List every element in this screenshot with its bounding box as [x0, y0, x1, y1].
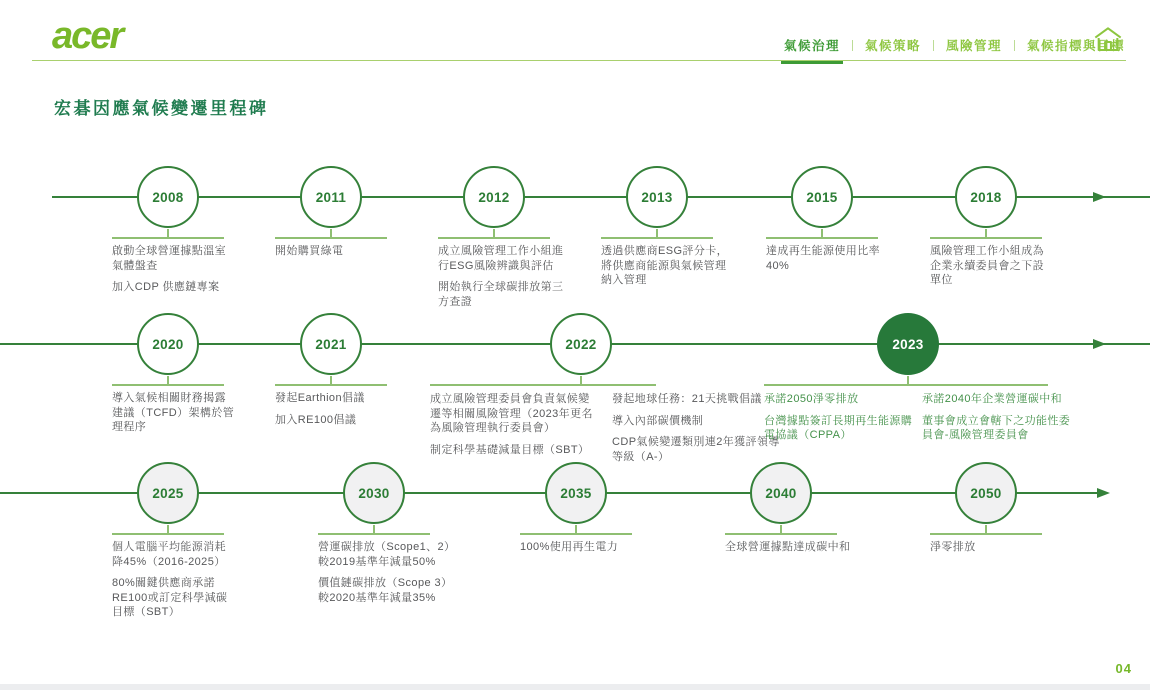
- milestone-year-2035: 2035: [545, 462, 607, 524]
- milestone-text: 全球營運據點達成碳中和: [725, 541, 851, 553]
- milestone-year-2011: 2011: [300, 166, 362, 228]
- page-title: 宏碁因應氣候變遷里程碑: [54, 99, 269, 118]
- milestone-year-2012: 2012: [463, 166, 525, 228]
- milestone-stem: [656, 229, 658, 237]
- page-number: 04: [1115, 661, 1132, 676]
- milestone-text: 承諾2050淨零排放: [764, 393, 859, 405]
- milestone-text: 加入CDP 供應鏈專案: [112, 281, 220, 293]
- milestone-text: 制定科學基礎減量目標（SBT）: [430, 443, 590, 456]
- milestone-text-2008: [112, 237, 236, 302]
- timeline-arrow-icon: [1097, 488, 1110, 498]
- milestone-text: 80%關鍵供應商承諾RE100或訂定科學減碳目標（SBT）: [112, 577, 228, 618]
- milestone-text-2030: [318, 533, 460, 612]
- milestone-text-2022-col2: [612, 392, 782, 471]
- milestone-year-2021: 2021: [300, 313, 362, 375]
- milestone-text-2013: [601, 237, 729, 295]
- milestone-stem: [575, 525, 577, 533]
- milestone-text: 營運碳排放（Scope1、2）較2019基準年減量50%: [318, 541, 456, 568]
- milestone-text: 開始購買綠電: [275, 245, 344, 257]
- milestone-year-2030: 2030: [343, 462, 405, 524]
- milestone-text-2015: [766, 237, 890, 280]
- milestone-text: 成立風險管理委員會負責氣候變遷等相關風險管理（2023年更名為風險管理執行委員會）: [430, 393, 593, 434]
- milestone-stem: [821, 229, 823, 237]
- milestone-text-2035: [520, 533, 644, 562]
- milestone-year-2040: 2040: [750, 462, 812, 524]
- milestone-text: CDP氣候變遷類別連2年獲評領導等級（A-）: [612, 436, 780, 463]
- milestone-text-2011: [275, 237, 399, 266]
- milestone-stem: [985, 229, 987, 237]
- milestone-text: 透過供應商ESG評分卡，將供應商能源與氣候管理納入管理: [601, 245, 729, 286]
- milestone-underline: [112, 384, 224, 386]
- milestone-text: 台灣據點簽訂長期再生能源購電協議（CPPA）: [764, 414, 913, 441]
- milestone-stem: [907, 376, 909, 384]
- milestone-underline: [764, 384, 1048, 386]
- milestone-underline: [766, 237, 878, 239]
- milestone-stem: [373, 525, 375, 533]
- milestone-underline: [275, 384, 387, 386]
- milestone-text: 啟動全球營運據點溫室氣體盤查: [112, 245, 226, 272]
- header-divider: [32, 60, 1126, 61]
- milestone-stem: [780, 525, 782, 533]
- milestone-underline: [601, 237, 713, 239]
- milestone-text: 承諾2040年企業營運碳中和: [922, 393, 1063, 405]
- milestone-text-2018: [930, 237, 1054, 295]
- milestone-text: 100%使用再生電力: [520, 541, 619, 553]
- milestone-text-2023-col1: [764, 392, 914, 450]
- milestone-underline: [930, 533, 1042, 535]
- milestone-text: 風險管理工作小組成為企業永續委員會之下設單位: [930, 245, 1044, 286]
- milestone-underline: [430, 384, 656, 386]
- milestone-year-2025: 2025: [137, 462, 199, 524]
- milestone-year-2022: 2022: [550, 313, 612, 375]
- milestone-text: 發起Earthion倡議: [275, 392, 365, 404]
- milestone-text-2022-col1: [430, 392, 600, 464]
- milestone-underline: [112, 533, 224, 535]
- milestone-year-2023: 2023: [877, 313, 939, 375]
- milestone-stem: [167, 525, 169, 533]
- milestone-stem: [167, 376, 169, 384]
- acer-logo: acer: [52, 15, 123, 57]
- milestone-text: 價值鏈碳排放（Scope 3）較2020基準年減量35%: [318, 577, 453, 604]
- milestone-text: 淨零排放: [930, 541, 976, 553]
- milestone-underline: [725, 533, 837, 535]
- nav-tab-climate-strategy[interactable]: 氣候策略: [865, 39, 922, 53]
- milestone-text-2050: [930, 533, 1054, 562]
- milestone-stem: [580, 376, 582, 384]
- milestone-text-2020: [112, 384, 236, 442]
- milestone-stem: [330, 229, 332, 237]
- milestone-year-2015: 2015: [791, 166, 853, 228]
- milestone-underline: [112, 237, 224, 239]
- milestone-stem: [330, 376, 332, 384]
- nav-tab-risk-management[interactable]: 風險管理: [946, 39, 1003, 53]
- milestone-stem: [985, 525, 987, 533]
- milestone-year-2013: 2013: [626, 166, 688, 228]
- milestone-year-2018: 2018: [955, 166, 1017, 228]
- timeline-arrow-icon: [1093, 339, 1106, 349]
- top-nav: [772, 36, 1137, 54]
- milestone-underline: [930, 237, 1042, 239]
- milestone-text-2023-col2: [922, 392, 1072, 450]
- milestone-stem: [493, 229, 495, 237]
- milestone-text: 加入RE100倡議: [275, 413, 357, 426]
- milestone-text-2025: [112, 533, 236, 627]
- nav-tab-climate-metrics-targets[interactable]: 氣候指標與目標: [1027, 39, 1126, 53]
- home-icon[interactable]: [1092, 24, 1124, 56]
- milestone-text: 董事會成立會轄下之功能性委員會-風險管理委員會: [922, 414, 1071, 441]
- milestone-text: 達成再生能源使用比率40%: [766, 245, 880, 272]
- milestone-text: 個人電腦平均能源消耗降45%（2016-2025）: [112, 541, 226, 568]
- nav-tab-climate-governance[interactable]: 氣候治理: [772, 36, 852, 54]
- milestone-year-2050: 2050: [955, 462, 1017, 524]
- milestone-underline: [275, 237, 387, 239]
- milestone-year-2008: 2008: [137, 166, 199, 228]
- milestone-text: 成立風險管理工作小組進行ESG風險辨識與評估: [438, 245, 564, 272]
- milestone-stem: [167, 229, 169, 237]
- timeline-arrow-icon: [1093, 192, 1106, 202]
- milestone-year-2020: 2020: [137, 313, 199, 375]
- milestone-underline: [438, 237, 550, 239]
- milestone-text-2012: [438, 237, 566, 316]
- milestone-underline: [520, 533, 632, 535]
- milestone-text-2040: [725, 533, 870, 562]
- milestone-text: 開始執行全球碳排放第三方查證: [438, 281, 564, 308]
- milestone-text: 導入內部碳價機制: [612, 414, 704, 427]
- milestone-underline: [318, 533, 430, 535]
- milestone-text: 導入氣候相關財務揭露建議（TCFD）架構於管理程序: [112, 392, 235, 433]
- milestone-text-2021: [275, 384, 399, 434]
- milestone-text: 發起地球任務：21天挑戰倡議: [612, 393, 762, 405]
- bottom-strip: [0, 684, 1150, 690]
